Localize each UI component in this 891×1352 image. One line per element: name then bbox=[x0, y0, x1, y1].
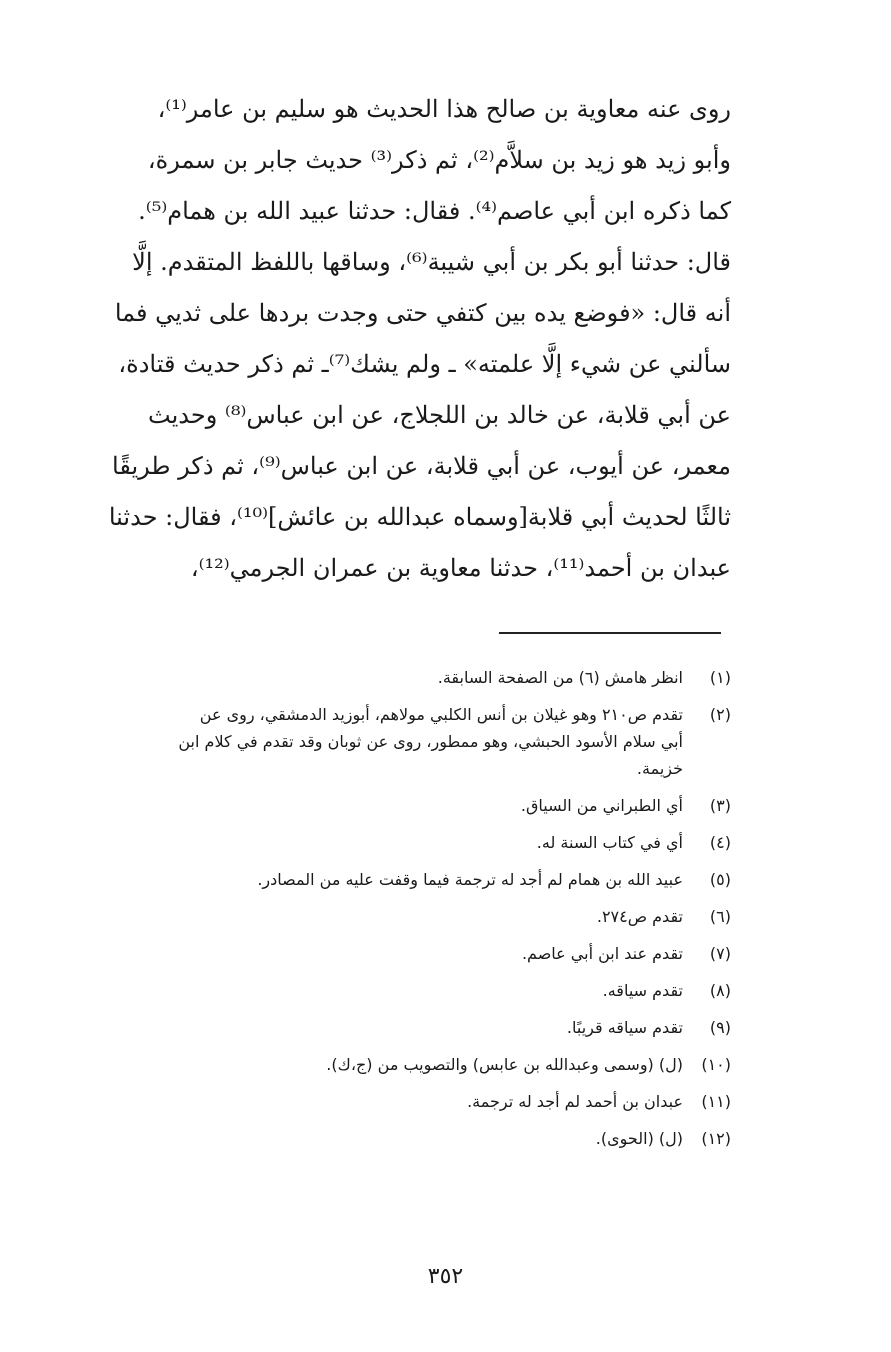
footnote-item bbox=[151, 1014, 731, 1041]
main-text-line: وأبو زيد هو زيد بن سلاَّم⁽²⁾، ثم ذكر⁽³⁾ حديث جابر بن سمرة، bbox=[147, 146, 731, 174]
footnote-text bbox=[151, 1125, 683, 1152]
footnote-number: (١٢) bbox=[701, 1129, 731, 1148]
footnote-line: تقدم سياقه. bbox=[602, 981, 683, 1000]
footnote-item bbox=[151, 903, 731, 930]
main-text-line: عبدان بن أحمد⁽¹¹⁾، حدثنا معاوية بن عمران الجرمي⁽¹²⁾، bbox=[190, 554, 731, 582]
footnote-text bbox=[151, 903, 683, 930]
footnote-number: (٧) bbox=[709, 944, 731, 963]
footnote-number: (٥) bbox=[709, 870, 731, 889]
main-text-line: أنه قال: «فوضع يده بين كتفي حتى وجدت بردها على ثديي فما bbox=[114, 299, 731, 327]
footnote-line: تقدم ص٢٧٤. bbox=[596, 907, 683, 926]
footnote-text bbox=[151, 829, 683, 856]
footnote-number: (٤) bbox=[709, 833, 731, 852]
footnote-item bbox=[151, 664, 731, 691]
footnote-line: عبيد الله بن همام لم أجد له ترجمة فيما وقفت عليه من المصادر. bbox=[257, 870, 683, 889]
footnote-text bbox=[151, 1088, 683, 1115]
footnote-line: (ل) (وسمى وعبدالله بن عابس) والتصويب من (ج،ك). bbox=[326, 1055, 683, 1074]
footnote-line: خزيمة. bbox=[636, 759, 683, 778]
footnote-line: أبي سلام الأسود الحبشي، وهو ممطور، روى عن ثوبان وقد تقدم في كلام ابن bbox=[178, 732, 683, 751]
footnote-text bbox=[151, 701, 683, 782]
footnote-number: (١) bbox=[709, 668, 731, 687]
main-text-line: روى عنه معاوية بن صالح هذا الحديث هو سليم بن عامر⁽¹⁾، bbox=[157, 95, 731, 123]
footnotes-list bbox=[151, 664, 731, 1162]
footnote-item bbox=[151, 940, 731, 967]
footnote-item bbox=[151, 866, 731, 893]
footnote-item bbox=[151, 1088, 731, 1115]
footnote-number: (٦) bbox=[709, 907, 731, 926]
footnote-text bbox=[151, 1014, 683, 1041]
footnote-item bbox=[151, 792, 731, 819]
footnote-text bbox=[151, 792, 683, 819]
main-text-line: قال: حدثنا أبو بكر بن أبي شيبة⁽⁶⁾، وساقها باللفظ المتقدم. إلَّا bbox=[132, 248, 731, 276]
footnote-item bbox=[151, 1125, 731, 1152]
footnote-line: تقدم ص٢١٠ وهو غيلان بن أنس الكلبي مولاهم، أبوزيد الدمشقي، روى عن bbox=[199, 705, 683, 724]
footnote-line: أي الطبراني من السياق. bbox=[520, 796, 683, 815]
footnote-text bbox=[151, 977, 683, 1004]
footnote-line: تقدم سياقه قريبًا. bbox=[566, 1018, 683, 1037]
main-text-line: عن أبي قلابة، عن خالد بن اللجلاج، عن ابن عباس⁽⁸⁾ وحديث bbox=[148, 401, 731, 429]
footnote-line: عبدان بن أحمد لم أجد له ترجمة. bbox=[467, 1092, 683, 1111]
main-text-line: ثالثًا لحديث أبي قلابة[وسماه عبدالله بن عائش]⁽¹⁰⁾، فقال: حدثنا bbox=[108, 503, 731, 531]
main-text-line: سألني عن شيء إلَّا علمته» ـ ولم يشك⁽⁷⁾ـ ثم ذكر حديث قتادة، bbox=[118, 350, 731, 378]
footnote-number: (٩) bbox=[709, 1018, 731, 1037]
footnote-item bbox=[151, 701, 731, 782]
footnote-number: (١١) bbox=[701, 1092, 731, 1111]
footnote-divider bbox=[499, 632, 721, 634]
footnote-line: انظر هامش (٦) من الصفحة السابقة. bbox=[437, 668, 683, 687]
footnote-line: (ل) (الحوى). bbox=[595, 1129, 683, 1148]
footnote-item bbox=[151, 1051, 731, 1078]
footnote-text bbox=[151, 664, 683, 691]
main-text-block bbox=[108, 84, 731, 594]
footnote-text bbox=[151, 940, 683, 967]
footnote-text bbox=[151, 1051, 683, 1078]
main-text-line: معمر، عن أيوب، عن أبي قلابة، عن ابن عباس⁽⁹⁾، ثم ذكر طريقًا bbox=[112, 452, 731, 480]
footnote-item bbox=[151, 977, 731, 1004]
footnote-number: (٨) bbox=[709, 981, 731, 1000]
footnote-text bbox=[151, 866, 683, 893]
footnote-number: (١٠) bbox=[701, 1055, 731, 1074]
footnote-number: (٢) bbox=[709, 705, 731, 724]
footnote-line: تقدم عند ابن أبي عاصم. bbox=[521, 944, 683, 963]
footnote-number: (٣) bbox=[709, 796, 731, 815]
footnote-item bbox=[151, 829, 731, 856]
main-text-line: كما ذكره ابن أبي عاصم⁽⁴⁾. فقال: حدثنا عبيد الله بن همام⁽⁵⁾. bbox=[138, 197, 731, 225]
page-number: ٣٥٢ bbox=[427, 1264, 464, 1289]
footnote-line: أي في كتاب السنة له. bbox=[536, 833, 683, 852]
